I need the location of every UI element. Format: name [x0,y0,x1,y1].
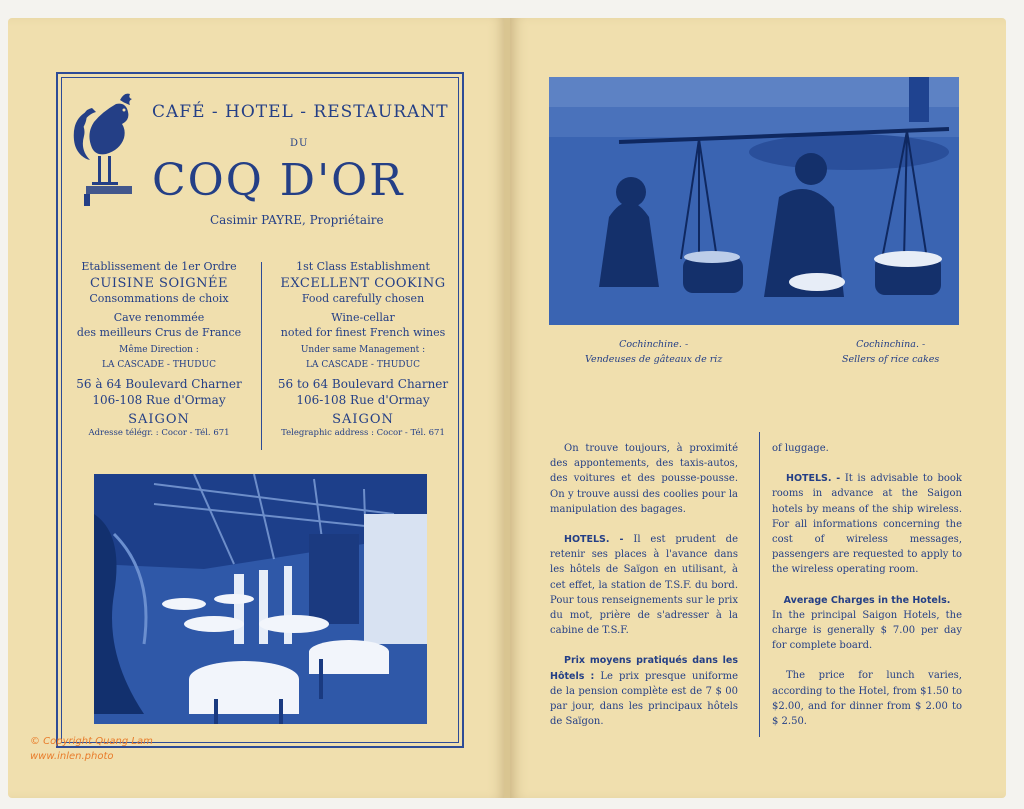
fr-prices-heading: Prix moyens pratiqués dans les Hôtels : [550,655,738,682]
en-line-8: 56 to 64 Boulevard Charner [277,377,449,392]
en-line-5: noted for finest French wines [280,326,446,340]
rice-cake-sellers-photo [549,77,959,325]
fr-line-10: SAIGON [128,411,190,427]
caption-english [842,339,939,365]
establishment-du: DU [290,138,309,149]
en-line-10: SAIGON [332,411,394,427]
en-hotels-heading: HOTELS. - [786,473,841,485]
en-line-3: Food carefully chosen [301,292,425,306]
fr-line-2: CUISINE SOIGNÉE [89,275,228,291]
fr-line-4: Cave renommée [113,311,205,325]
fr-line-11: Adresse télégr. : Cocor - Tél. 671 [88,428,230,439]
restaurant-photo [94,474,427,724]
en-line-7: LA CASCADE - THUDUC [306,360,420,371]
fr-line-1: Etablissement de 1er Ordre [81,260,237,273]
fr-line-7: LA CASCADE - THUDUC [102,360,216,371]
caption-english-place: Cochinchina. - [856,339,926,350]
english-body-text [772,441,962,744]
french-body-text [550,441,738,744]
establishment-name: COQ D'OR [152,155,405,206]
fr-prices-text: Le prix presque uniforme de la pension complète est de 7 $ 00 par jour, dans les principaux hôtels de Saïgon. [550,670,738,728]
en-hotels-text: It is advisable to book rooms in advance at the Saigon hotels by means of the ship wireless. For all informations concerning the cost of wireless messages, passengers are requested to apply to the wireless operating room. [772,473,962,576]
fr-paragraph-2 [550,532,738,638]
en-line-9: 106-108 Rue d'Ormay [296,393,430,408]
column-divider [261,262,262,450]
fr-hotels-heading: HOTELS. - [564,534,624,546]
caption-english-desc: Sellers of rice cakes [842,354,940,365]
french-column [64,260,254,440]
en-line-11: Telegraphic address : Cocor - Tél. 671 [281,428,445,439]
establishment-type: CAFÉ - HOTEL - RESTAURANT [152,102,449,122]
en-line-4: Wine-cellar [331,311,395,325]
en-paragraph-3: The price for lunch varies, according to the Hotel, from $1.50 to $2.00, and for dinner from $ 2.00 to $ 2.50. [772,670,962,728]
en-line-6: Under same Management : [300,344,426,355]
fr-line-5: des meilleurs Crus de France [76,326,242,340]
fr-paragraph-1: On trouve toujours, à proximité des appontements, des taxis-autos, des voitures et des pousse-pousse. On y trouve aussi des coolies pour la manipulation des bagages. [550,443,738,515]
en-paragraph-1 [772,471,962,577]
caption-french-place: Cochinchine. - [619,339,689,350]
caption-french-desc: Vendeuses de gâteaux de riz [585,354,723,365]
en-line-2: EXCELLENT COOKING [280,275,446,291]
english-column [268,260,458,440]
fr-line-8: 56 à 64 Boulevard Charner [76,377,242,392]
en-charges-heading-text: Average Charges in the Hotels. [783,594,951,606]
en-paragraph-2: In the principal Saigon Hotels, the charge is generally $ 7.00 per day for complete board. [772,609,962,652]
en-paragraph-0: of luggage. [772,443,829,454]
en-charges-heading [772,593,962,608]
fr-line-9: 106-108 Rue d'Ormay [92,393,226,408]
owner-line: Casimir PAYRE, Propriétaire [210,213,384,227]
text-column-divider [759,432,760,737]
en-line-1: 1st Class Establishment [296,260,430,273]
watermark-url: www.inlen.photo [30,751,114,762]
caption-french [585,339,722,365]
fr-paragraph-3 [550,653,738,729]
fr-line-3: Consommations de choix [89,292,229,306]
fr-hotels-text: Il est prudent de retenir ses places à l'avance dans les hôtels de Saïgon en utilisant, à cet effet, la station de T.S.F. du bord. Pour tous renseignements sur le prix du mot, prière de s'adresser à la cabine de T.S.F. [550,534,738,637]
watermark-copyright: © Copyright Quang Lam [30,736,153,747]
book-spine [504,18,510,798]
fr-line-6: Même Direction : [119,344,199,355]
rooster-logo-icon [72,90,142,215]
